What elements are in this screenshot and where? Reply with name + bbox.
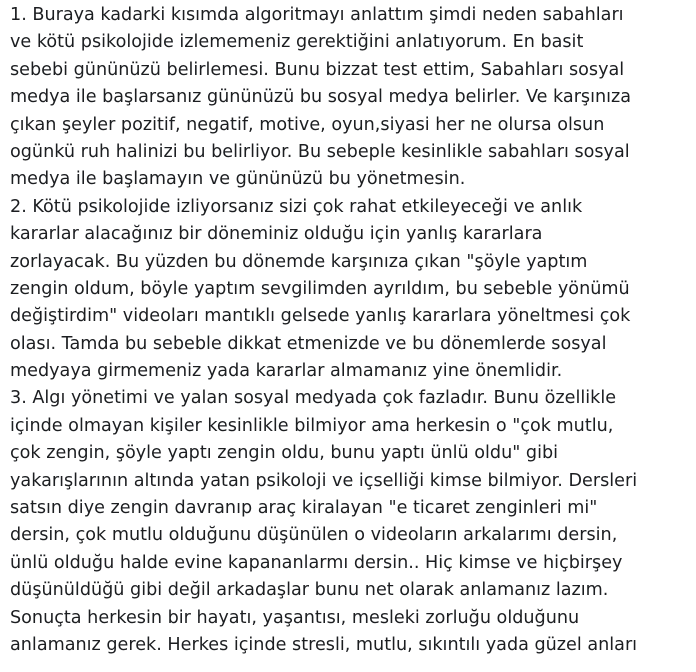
text-line: olası. Tamda bu sebeble dikkat etmenizde ve bu dönemlerde sosyal <box>10 333 607 354</box>
paragraph-3 <box>10 385 694 659</box>
text-line: anlamanız gerek. Herkes içinde stresli, mutlu, sıkıntılı yada güzel anları <box>10 634 638 655</box>
text-line: zengin oldum, böyle yaptım sevgilimden ayrıldım, bu sebeble yönümü <box>10 278 630 299</box>
paragraph-1 <box>10 2 694 194</box>
text-line: medya ile başlamayın ve gününüzü bu yönetmesin. <box>10 169 466 190</box>
text-line: yakarışlarının altında yatan psikoloji ve içselliği kimse bilmiyor. Dersleri <box>10 470 638 491</box>
paragraph-2 <box>10 194 694 386</box>
text-line: çıkan şeyler pozitif, negatif, motive, oyun,siyasi her ne olursa olsun <box>10 114 605 135</box>
text-line: 3. Algı yönetimi ve yalan sosyal medyada çok fazladır. Bunu özellikle <box>10 388 617 409</box>
text-line: değiştirdim" videoları mantıklı gelsede yanlış kararlara yöneltmesi çok <box>10 306 631 327</box>
text-line: 2. Kötü psikolojide izliyorsanız sizi çok rahat etkileyeceği ve anlık <box>10 196 583 217</box>
text-line: ogünkü ruh halinizi bu belirliyor. Bu sebeple kesinlikle sabahları sosyal <box>10 141 630 162</box>
text-line: medyaya girmemeniz yada kararlar almamanız yine önemlidir. <box>10 361 563 382</box>
text-line: içinde olmayan kişiler kesinlikle bilmiyor ama herkesin o "çok mutlu, <box>10 415 614 436</box>
text-line: çok zengin, şöyle yaptı zengin oldu, bunu yaptı ünlü oldu" gibi <box>10 443 559 464</box>
text-line: sebebi gününüzü belirlemesi. Bunu bizzat test ettim, Sabahları sosyal <box>10 59 625 80</box>
text-line: ve kötü psikolojide izlememeniz gerektiğini anlatıyorum. En basit <box>10 32 584 53</box>
text-line: düşünüldüğü gibi değil arkadaşlar bunu net olarak anlamanız lazım. <box>10 580 609 601</box>
post-text <box>10 2 694 659</box>
text-line: medya ile başlarsanız gününüzü bu sosyal medya belirler. Ve karşınıza <box>10 87 632 108</box>
text-line: 1. Buraya kadarki kısımda algoritmayı anlattım şimdi neden sabahları <box>10 5 624 25</box>
text-line: dersin, çok mutlu olduğunu düşünülen o videoların arkalarımı dersin, <box>10 525 618 546</box>
text-line: satsın diye zengin davranıp araç kiralayan "e ticaret zenginleri mi" <box>10 498 598 519</box>
text-line: Sonuçta herkesin bir hayatı, yaşantısı, mesleki zorluğu olduğunu <box>10 607 580 628</box>
text-line: ünlü olduğu halde evine kapananlarmı dersin.. Hiç kimse ve hiçbirşey <box>10 552 623 573</box>
text-line: kararlar alacağınız bir döneminiz olduğu için yanlış kararlara <box>10 224 543 245</box>
text-line: zorlayacak. Bu yüzden bu dönemde karşınıza çıkan "şöyle yaptım <box>10 251 588 272</box>
